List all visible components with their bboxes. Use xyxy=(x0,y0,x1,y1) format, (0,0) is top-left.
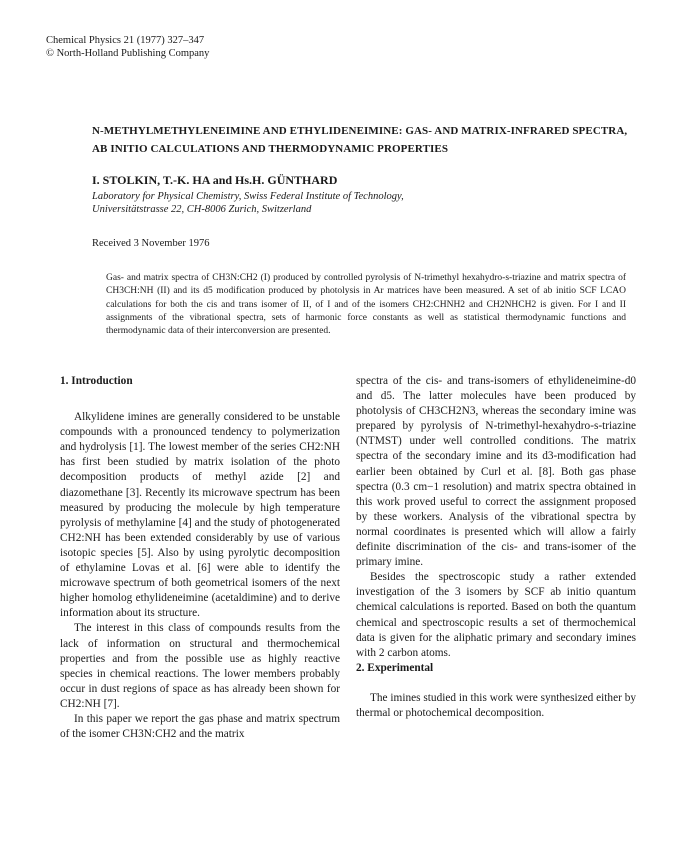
intro-paragraph-continued: spectra of the cis- and trans-isomers of ethylideneimine-d0 and d5. The latter molecules have been produced by photolysis of CH3CH2N3, whereas the secondary imine was prepared by pyrolysis of N-trimethyl-hexahydro-s-triazine (NTMST) under well controlled conditions. The matrix spectra of the secondary imine and its d3-modification had earlier been obtained by Curl et al. [8]. Both gas phase spectra (0.3 cm−1 resolution) and matrix spectra obtained in this work proved useful to correct the assignment proposed by these workers. Analysis of the vibrational spectra by normal coordinates is presented which will allow a fairly definite discrimination of the cis- and trans-isomer of the primary imine. xyxy=(356,375,636,569)
intro-paragraph-1: Alkylidene imines are generally considered to be unstable compounds with a pronounced tendency to polymerization and hydrolysis [1]. The lowest member of the series CH2:NH has first been studied by matrix isolation of the photo decomposition products of methyl azide [2] and diazomethane [3]. Recently its microwave spectrum has been measured by producing the molecule by high temperature pyrolysis of methylamine [4] and the study of photogenerated CH2:NH has been extended considerably by use of various isotopic species [5]. Also by using pyrolytic decomposition of ethylamine Lovas et al. [6] were able to identify the microwave spectrum of both geometrical isomers of the next higher homolog ethylideneimine (acetaldimine) and to derive information about its structure. xyxy=(60,411,340,620)
section-heading-experimental: 2. Experimental xyxy=(356,661,434,674)
right-column xyxy=(356,374,636,721)
received-date: Received 3 November 1976 xyxy=(92,238,210,249)
intro-paragraph-4: Besides the spectroscopic study a rather extended investigation of the 3 isomers by SCF ab initio quantum chemical calculations is reported. Based on both the quantum chemical and spectroscopic results a set of thermochemical data is given for the aliphatic primary and secondary imines with 2 carbon atoms. xyxy=(356,571,636,659)
authors: I. STOLKIN, T.-K. HA and Hs.H. GÜNTHARD xyxy=(92,173,338,187)
section-heading-introduction: 1. Introduction xyxy=(60,375,133,387)
experimental-paragraph-1: The imines studied in this work were synthesized either by thermal or photochemical decomposition. xyxy=(356,691,636,719)
affiliation-line-2: Universitätstrasse 22, CH-8006 Zurich, Switzerland xyxy=(92,204,312,215)
intro-paragraph-3: In this paper we report the gas phase and matrix spectrum of the isomer CH3N:CH2 and the matrix xyxy=(60,712,340,741)
intro-paragraph-2: The interest in this class of compounds results from the lack of information on structural and thermochemical properties and from the possible use as highly reactive species in chemical reactions. The lower members probably occur in dust regions of space as has already been shown for CH2:NH [7]. xyxy=(60,622,340,710)
left-column xyxy=(60,374,340,742)
title-line-2: AB INITIO CALCULATIONS AND THERMODYNAMIC PROPERTIES xyxy=(92,143,449,155)
journal-header xyxy=(46,34,209,60)
paper-title xyxy=(92,122,632,158)
affiliation-line-1: Laboratory for Physical Chemistry, Swiss Federal Institute of Technology, xyxy=(92,191,404,202)
abstract: Gas- and matrix spectra of CH3N:CH2 (I) produced by controlled pyrolysis of N-trimethyl hexahydro-s-triazine and matrix spectra of CH3CH:NH (II) and its d5 modification produced by photolysis in Ar matrices have been measured. A set of ab initio SCF LCAO calculations for both the cis and trans isomer of II, of I and of the isomers CH2:CHNH2 and CH2NHCH2 is given. For I and II assignments of the vibrational spectra, sets of harmonic force constants as well as statistical thermodynamic functions and thermodynamic data of their interconversion are presented. xyxy=(106,273,626,337)
journal-citation: Chemical Physics 21 (1977) 327–347 xyxy=(46,35,205,46)
title-line-1: N-METHYLMETHYLENEIMINE AND ETHYLIDENEIMINE: GAS- AND MATRIX-INFRARED SPECTRA, xyxy=(92,125,628,137)
publisher-copyright: © North-Holland Publishing Company xyxy=(46,48,210,59)
affiliation xyxy=(92,190,404,216)
